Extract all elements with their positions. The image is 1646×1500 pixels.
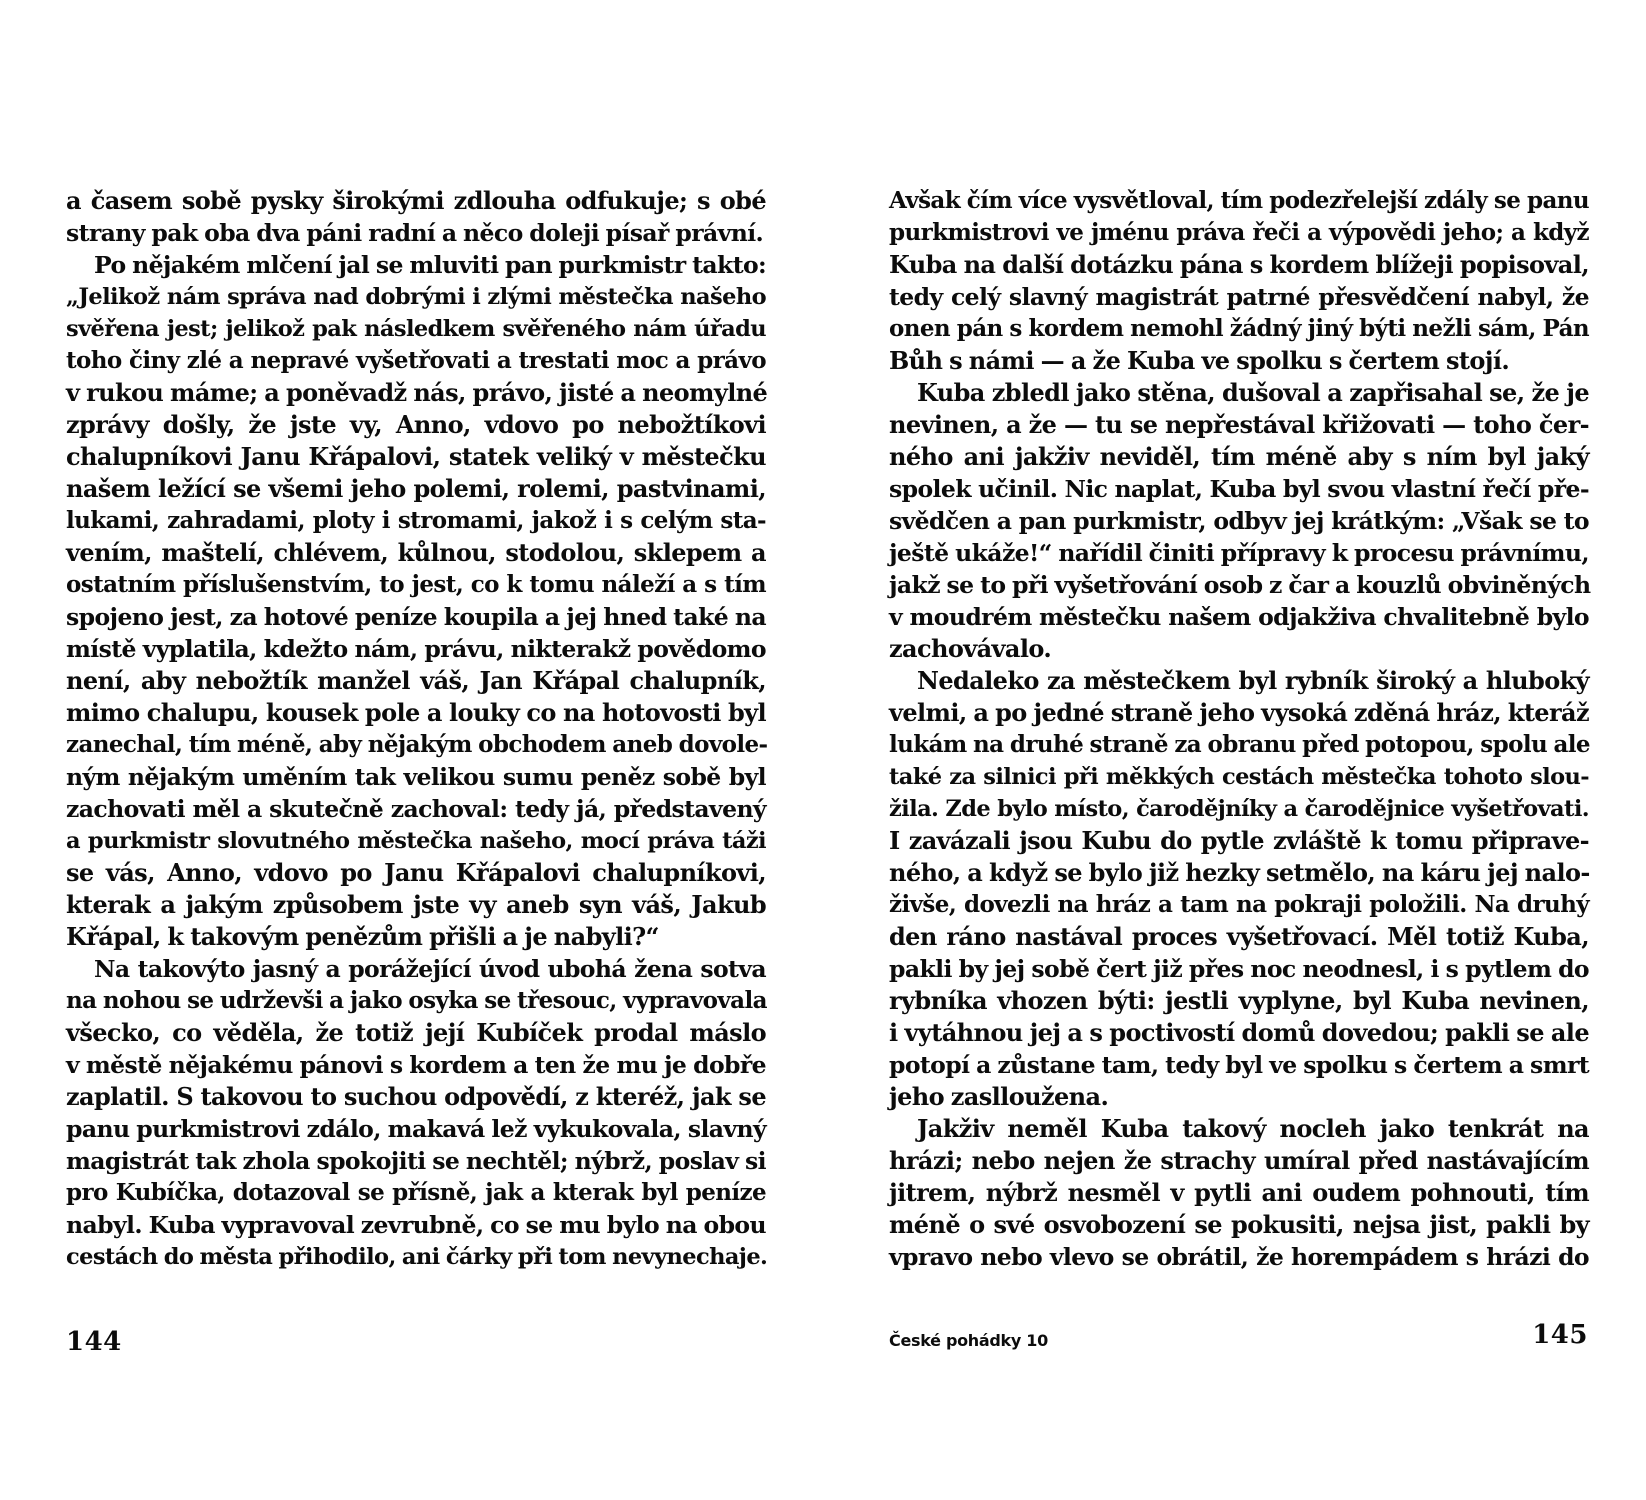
text-line: strany pak oba dva páni radní a něco doleji písař právní. — [66, 219, 764, 247]
text-line: ještě ukáže!“ nařídil činiti přípravy k procesu právnímu, — [889, 539, 1589, 567]
right-page-text — [889, 185, 1589, 1273]
text-line: a časem sobě pysky širokými zdlouha odfukuje; s obé — [66, 186, 766, 215]
text-line: v městě nějakému pánovi s kordem a ten že mu je dobře — [66, 1051, 766, 1079]
text-line: Avšak čím více vysvětloval, tím podezřelejší zdály se panu — [889, 187, 1589, 214]
text-line: toho činy zlé a nepravé vyšetřovati a trestati moc a právo — [66, 347, 766, 374]
text-line: Nedaleko za městečkem byl rybník široký a hluboký — [917, 666, 1589, 695]
text-line: hrázi; nebo nejen že strachy umíral před nastávajícím — [889, 1146, 1589, 1175]
text-line: Na takovýto jasný a porážející úvod ubohá žena sotva — [94, 955, 766, 983]
text-line: Kuba na další dotázku pána s kordem blížeji popisoval, — [889, 250, 1589, 279]
text-line: mimo chalupu, kousek pole a louky co na hotovosti byl — [66, 698, 766, 727]
text-line: purkmistrovi ve jménu práva řeči a výpovědi jeho; a když — [889, 219, 1589, 246]
text-line: nevinen, a že — tu se nepřestával křižovati — toho čer- — [889, 410, 1589, 439]
text-line: ostatním příslušenstvím, to jest, co k tomu náleží a s tím — [66, 571, 766, 598]
text-line: spolek učinil. Nic naplat, Kuba byl svou vlastní řečí pře- — [889, 475, 1589, 503]
text-line: zanechal, tím méně, aby nějakým obchodem aneb dovole- — [66, 731, 768, 758]
text-line: méně o své osvobození se pokusiti, nejsa jist, pakli by — [889, 1210, 1589, 1239]
text-line: na nohou se udrževši a jako osyka se třesouc, vypravovala — [66, 987, 767, 1014]
signature-mark: České pohádky 10 — [889, 1331, 1048, 1350]
text-line: lukami, zahradami, ploty i stromami, jakož i s celým sta- — [66, 507, 766, 534]
text-line: „Jelikož nám správa nad dobrými i zlými městečka našeho — [66, 284, 766, 310]
text-line: místě vyplatila, kdežto nám, právu, nikterakž povědomo — [66, 635, 766, 663]
text-line: jitrem, nýbrž nesměl v pytli ani oudem pohnouti, tím — [889, 1178, 1589, 1207]
text-line: potopí a zůstane tam, tedy byl ve spolku s čertem a smrt — [889, 1051, 1589, 1079]
text-line: zprávy došly, že jste vy, Anno, vdovo po nebožtíkovi — [66, 410, 766, 439]
text-line: ným nějakým uměním tak velikou sumu peněz sobě byl — [66, 763, 766, 791]
text-line: Křápal, k takovým penězům přišli a je nabyli?“ — [66, 922, 659, 951]
text-line: panu purkmistrovi zdálo, makavá lež vykukovala, slavný — [66, 1115, 766, 1143]
text-line: chalupníkovi Janu Křápalovi, statek veliký v městečku — [66, 442, 766, 471]
text-line: ného, a když se bylo již hezky setmělo, na káru jej nalo- — [889, 858, 1590, 887]
text-line: rybníka vhozen býti: jestli vyplyne, byl Kuba nevinen, — [889, 986, 1589, 1015]
page-number: 145 — [1532, 1320, 1588, 1350]
text-line: svěřena jest; jelikož pak následkem svěřeného nám úřadu — [66, 316, 766, 342]
text-line: pro Kubíčka, dotazoval se přísně, jak a kterak byl peníze — [66, 1179, 766, 1206]
text-line: živše, dovezli na hráz a tam na pokraji položili. Na druhý — [889, 891, 1589, 918]
text-line: nabyl. Kuba vypravoval zevrubně, co se mu bylo na obou — [66, 1211, 766, 1239]
text-line: lukám na druhé straně za obranu před potopou, spolu ale — [889, 731, 1590, 758]
text-line: se vás, Anno, vdovo po Janu Křápalovi chalupníkovi, — [66, 858, 766, 887]
text-line: v moudrém městečku našem odjakživa chvalitebně bylo — [889, 603, 1589, 631]
text-line: zachovávalo. — [889, 634, 1052, 663]
text-line: I zavázali jsou Kubu do pytle zvláště k tomu připrave- — [889, 826, 1589, 855]
text-line: jeho zaslloužena. — [889, 1082, 1109, 1111]
text-line: všecko, co věděla, že totiž její Kubíček prodal máslo — [66, 1018, 766, 1047]
text-line: jakž se to při vyšetřování osob z čar a kouzlů obviněných — [889, 571, 1591, 599]
text-line: Kuba zbledl jako stěna, dušoval a zapřisahal se, že je — [917, 378, 1589, 407]
text-line: vením, maštelí, chlévem, kůlnou, stodolou, sklepem a — [66, 538, 766, 567]
text-line: cestách do města přihodilo, ani čárky při tom nevynechaje. — [66, 1244, 768, 1270]
text-line: ného ani jakživ neviděl, tím méně aby s ním byl jaký — [889, 442, 1589, 471]
text-line: Bůh s námi — a že Kuba ve spolku s čertem stojí. — [889, 346, 1510, 375]
left-page-text — [66, 185, 766, 1273]
text-line: Jakživ neměl Kuba takový nocleh jako tenkrát na — [917, 1114, 1589, 1143]
text-line: den ráno nastával proces vyšetřovací. Měl totiž Kuba, — [889, 922, 1589, 951]
text-line: pakli by jej sobě čert již přes noc neodnesl, i s pytlem do — [889, 955, 1589, 983]
text-line: také za silnici při měkkých cestách městečka tohoto slou- — [889, 764, 1589, 790]
text-line: žila. Zde bylo místo, čarodějníky a čarodějnice vyšetřovati. — [889, 796, 1589, 822]
text-line: není, aby nebožtík manžel váš, Jan Křápal chalupník, — [66, 666, 766, 695]
text-line: vpravo nebo vlevo se obrátil, že horempádem s hrázi do — [889, 1243, 1589, 1271]
text-line: svědčen a pan purkmistr, odbyv jej krátkým: „Však se to — [889, 507, 1589, 535]
right-page — [823, 0, 1646, 1500]
text-line: zaplatil. S takovou to suchou odpovědí, z kteréž, jak se — [66, 1082, 766, 1111]
text-line: spojeno jest, za hotové peníze koupila a jej hned také na — [66, 603, 766, 631]
text-line: v rukou máme; a poněvadž nás, právo, jisté a neomylné — [66, 378, 768, 407]
text-line: i vytáhnou jej a s poctivostí domů dovedou; pakli se ale — [889, 1018, 1589, 1047]
text-line: velmi, a po jedné straně jeho vysoká zděná hráz, kteráž — [889, 698, 1589, 727]
text-line: našem ležící se všemi jeho polemi, rolemi, pastvinami, — [66, 474, 766, 503]
text-line: kterak a jakým způsobem jste vy aneb syn váš, Jakub — [66, 890, 766, 919]
text-line: Po nějakém mlčení jal se mluviti pan purkmistr takto: — [94, 251, 767, 279]
text-line: magistrát tak zhola spokojiti se nechtěl; nýbrž, poslav si — [66, 1147, 766, 1175]
page-number: 144 — [66, 1327, 122, 1357]
text-line: zachovati měl a skutečně zachoval: tedy já, představený — [66, 795, 766, 823]
text-line: tedy celý slavný magistrát patrné přesvědčení nabyl, že — [889, 283, 1589, 311]
text-line: a purkmistr slovutného městečka našeho, mocí práva táži — [66, 828, 766, 854]
text-line: onen pán s kordem nemohl žádný jiný býti nežli sám, Pán — [889, 315, 1589, 342]
